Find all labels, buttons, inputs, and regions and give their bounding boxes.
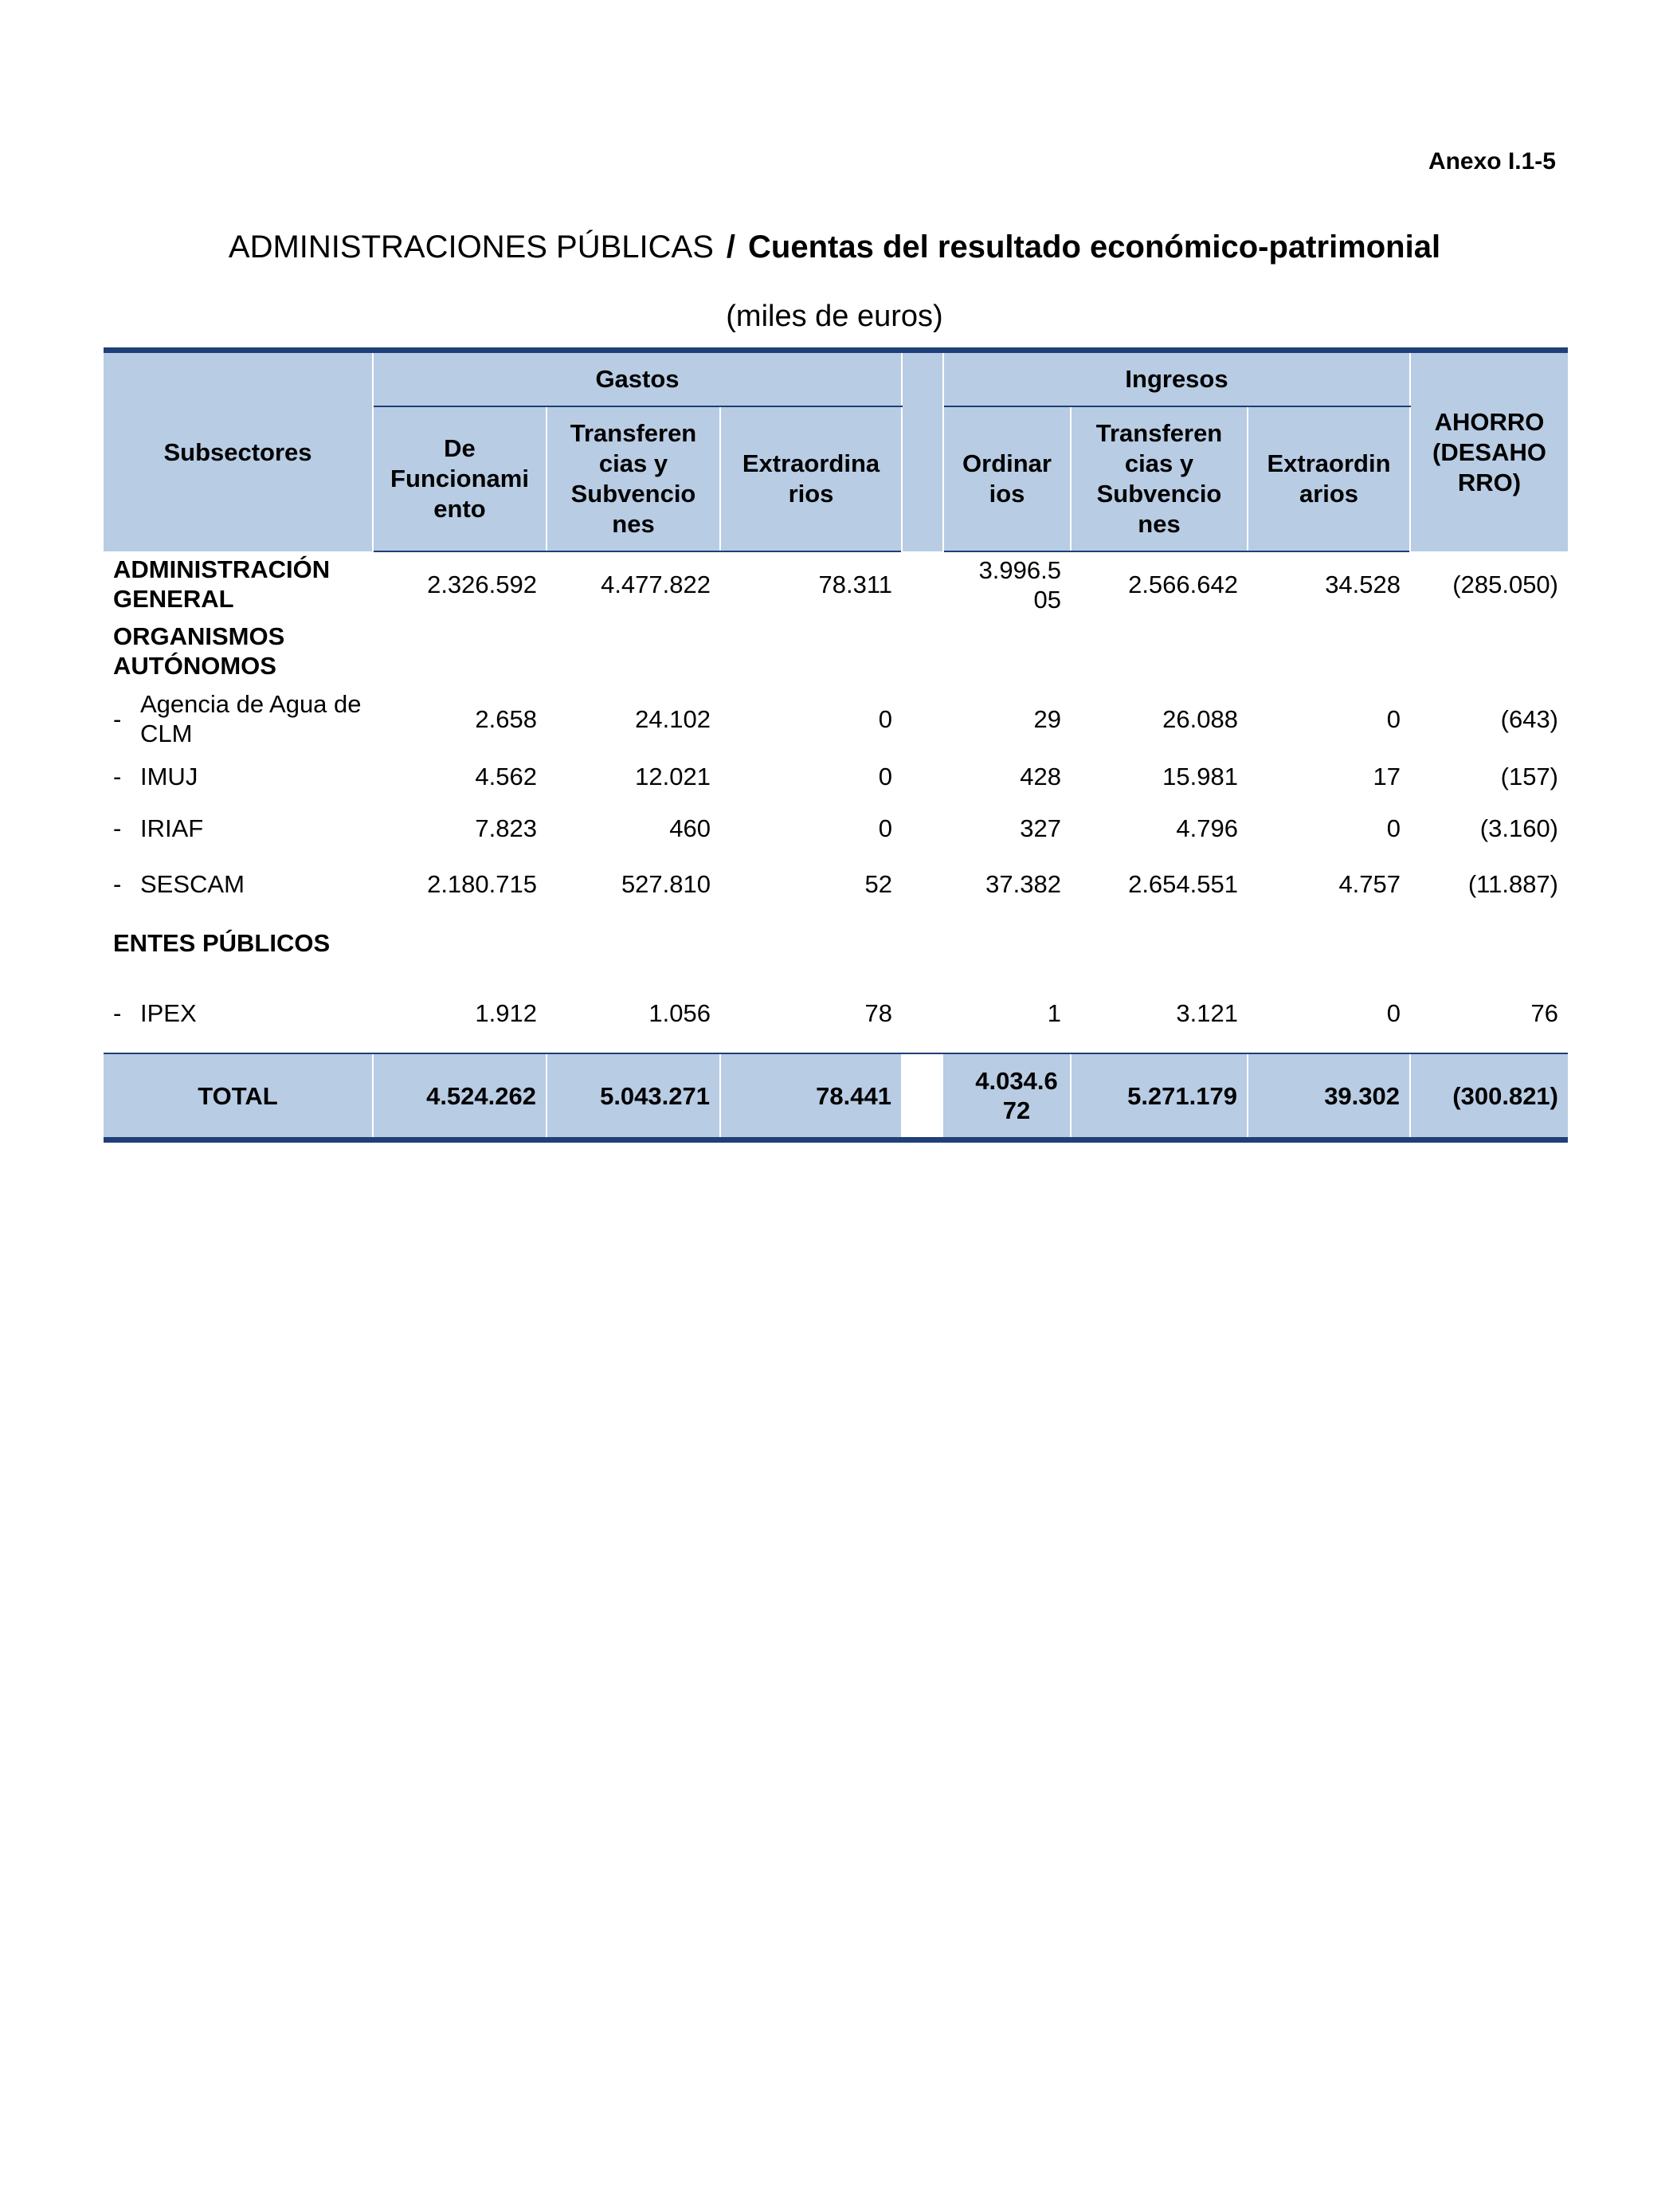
subsector-label: IMUJ — [140, 762, 198, 790]
page-title — [0, 229, 1669, 265]
table-row — [104, 800, 1568, 856]
value-cell: (285.050) — [1452, 570, 1559, 598]
annex-label: Anexo I.1-5 — [1428, 148, 1556, 175]
table-row — [104, 551, 1568, 617]
value-cell — [373, 617, 547, 685]
value-cell: 15.981 — [1162, 762, 1238, 790]
gap-cell — [902, 617, 943, 685]
header-ahorro: AHORRO (DESAHO RRO) — [1410, 351, 1568, 552]
table-body — [104, 551, 1568, 1053]
header-gastos-transferencias: Transferen cias y Subvencio nes — [547, 406, 720, 551]
value-cell: 0 — [1386, 814, 1401, 842]
row-dash: - — [113, 704, 122, 733]
gap-cell — [902, 856, 943, 912]
total-label: TOTAL — [104, 1053, 373, 1140]
title-separator: / — [726, 229, 736, 265]
value-cell: 0 — [878, 762, 892, 790]
value-cell: 52 — [864, 869, 892, 898]
value-cell: 0 — [878, 704, 892, 733]
row-label — [104, 974, 373, 1053]
value-cell — [943, 856, 1071, 912]
section-label: ADMINISTRACIÓN GENERAL — [113, 555, 331, 613]
value-cell: 4.796 — [1176, 814, 1238, 842]
row-label — [104, 617, 373, 685]
value-cell: 2.180.715 — [427, 869, 537, 898]
value-cell: 0 — [1386, 999, 1401, 1027]
value-cell — [1071, 912, 1248, 974]
total-cell — [943, 1053, 1071, 1140]
subsector-label: Agencia de Agua de CLM — [140, 690, 362, 747]
value-cell: 12.021 — [635, 762, 711, 790]
value-cell: 2.654.551 — [1128, 869, 1238, 898]
value-cell — [943, 912, 1071, 974]
row-dash: - — [113, 814, 122, 842]
table-row — [104, 685, 1568, 752]
value-cell: 4.562 — [475, 762, 537, 790]
value-cell: 24.102 — [635, 704, 711, 733]
subsector-label: IRIAF — [140, 814, 204, 842]
value-cell — [1248, 912, 1410, 974]
value-cell-text: 428 — [1020, 762, 1061, 790]
gap-cell — [902, 752, 943, 800]
value-cell — [943, 551, 1071, 617]
total-row — [104, 1053, 1568, 1140]
header-gastos: Gastos — [373, 351, 902, 407]
value-cell — [943, 974, 1071, 1053]
total-cell: 4.524.262 — [373, 1053, 547, 1140]
section-label: ORGANISMOS AUTÓNOMOS — [113, 622, 285, 680]
total-cell: 78.441 — [720, 1053, 902, 1140]
value-cell — [1410, 617, 1568, 685]
value-cell — [547, 617, 720, 685]
value-cell: 3.121 — [1176, 999, 1238, 1027]
results-table — [104, 347, 1568, 1143]
value-cell — [1410, 912, 1568, 974]
value-cell: 1.056 — [648, 999, 711, 1027]
total-cell: 39.302 — [1248, 1053, 1410, 1140]
value-cell — [943, 752, 1071, 800]
value-cell — [373, 912, 547, 974]
value-cell-text: 1 — [1047, 999, 1061, 1027]
gap-cell — [902, 912, 943, 974]
header-gap — [902, 351, 943, 552]
row-label — [104, 800, 373, 856]
gap-cell — [902, 685, 943, 752]
header-subsectores: Subsectores — [104, 351, 373, 552]
value-cell — [943, 617, 1071, 685]
row-label — [104, 856, 373, 912]
value-cell: 527.810 — [621, 869, 711, 898]
section-label: ENTES PÚBLICOS — [113, 928, 331, 957]
table-row — [104, 752, 1568, 800]
gap-cell — [902, 800, 943, 856]
header-gastos-extraordinarios: Extraordina rios — [720, 406, 902, 551]
value-cell-text: 327 — [1020, 814, 1061, 842]
value-cell: 2.566.642 — [1128, 571, 1238, 598]
row-label — [104, 685, 373, 752]
table-row — [104, 974, 1568, 1053]
value-cell: 0 — [878, 814, 892, 842]
total-cell: 5.043.271 — [547, 1053, 720, 1140]
row-dash: - — [113, 999, 122, 1027]
value-cell: 4.757 — [1338, 869, 1401, 898]
units-label: (miles de euros) — [726, 300, 943, 333]
value-cell — [1248, 617, 1410, 685]
title-subtitle: Cuentas del resultado económico-patrimonial — [748, 229, 1441, 265]
value-cell — [943, 685, 1071, 752]
value-cell: (11.887) — [1467, 869, 1559, 898]
total-cell-value: 4.034.6 72 — [975, 1067, 1058, 1124]
subsector-label: SESCAM — [140, 869, 245, 898]
value-cell-text: 29 — [1033, 704, 1061, 733]
row-label — [104, 912, 373, 974]
row-dash: - — [113, 762, 122, 790]
value-cell — [943, 800, 1071, 856]
value-cell: 2.658 — [475, 704, 537, 733]
total-cell: 5.271.179 — [1071, 1053, 1248, 1140]
row-label — [104, 752, 373, 800]
total-gap-cell — [902, 1053, 943, 1140]
value-cell — [547, 912, 720, 974]
value-cell — [720, 912, 902, 974]
header-ingresos-ordinarios: Ordinar ios — [943, 406, 1071, 551]
value-cell: (157) — [1500, 762, 1559, 790]
value-cell: (3.160) — [1479, 814, 1559, 842]
value-cell: 76 — [1530, 999, 1559, 1027]
title-main: ADMINISTRACIONES PÚBLICAS — [228, 229, 714, 265]
table-row — [104, 912, 1568, 974]
value-cell-text: 3.996.5 05 — [978, 555, 1061, 614]
value-cell-text: 37.382 — [985, 869, 1061, 898]
header-ingresos: Ingresos — [943, 351, 1410, 407]
value-cell: 34.528 — [1325, 571, 1401, 598]
value-cell: 4.477.822 — [601, 571, 711, 598]
value-cell: 17 — [1373, 762, 1401, 790]
value-cell: 2.326.592 — [427, 571, 537, 598]
gap-cell — [902, 974, 943, 1053]
row-dash: - — [113, 869, 122, 898]
value-cell: 1.912 — [475, 999, 537, 1027]
value-cell — [1071, 617, 1248, 685]
table-row — [104, 617, 1568, 685]
value-cell: (643) — [1500, 704, 1559, 733]
value-cell: 7.823 — [475, 814, 537, 842]
value-cell: 78.311 — [818, 571, 892, 598]
header-ingresos-transferencias: Transferen cias y Subvencio nes — [1071, 406, 1248, 551]
subsector-label: IPEX — [140, 999, 197, 1027]
row-label — [104, 551, 373, 617]
table-row — [104, 856, 1568, 912]
value-cell: 0 — [1386, 704, 1401, 733]
value-cell — [720, 617, 902, 685]
value-cell: 26.088 — [1162, 704, 1238, 733]
gap-cell — [902, 551, 943, 617]
header-ingresos-extraordinarios: Extraordin arios — [1248, 406, 1410, 551]
total-cell: (300.821) — [1410, 1053, 1568, 1140]
value-cell: 460 — [669, 814, 711, 842]
header-gastos-funcionamiento: De Funcionami ento — [373, 406, 547, 551]
value-cell: 78 — [864, 999, 892, 1027]
